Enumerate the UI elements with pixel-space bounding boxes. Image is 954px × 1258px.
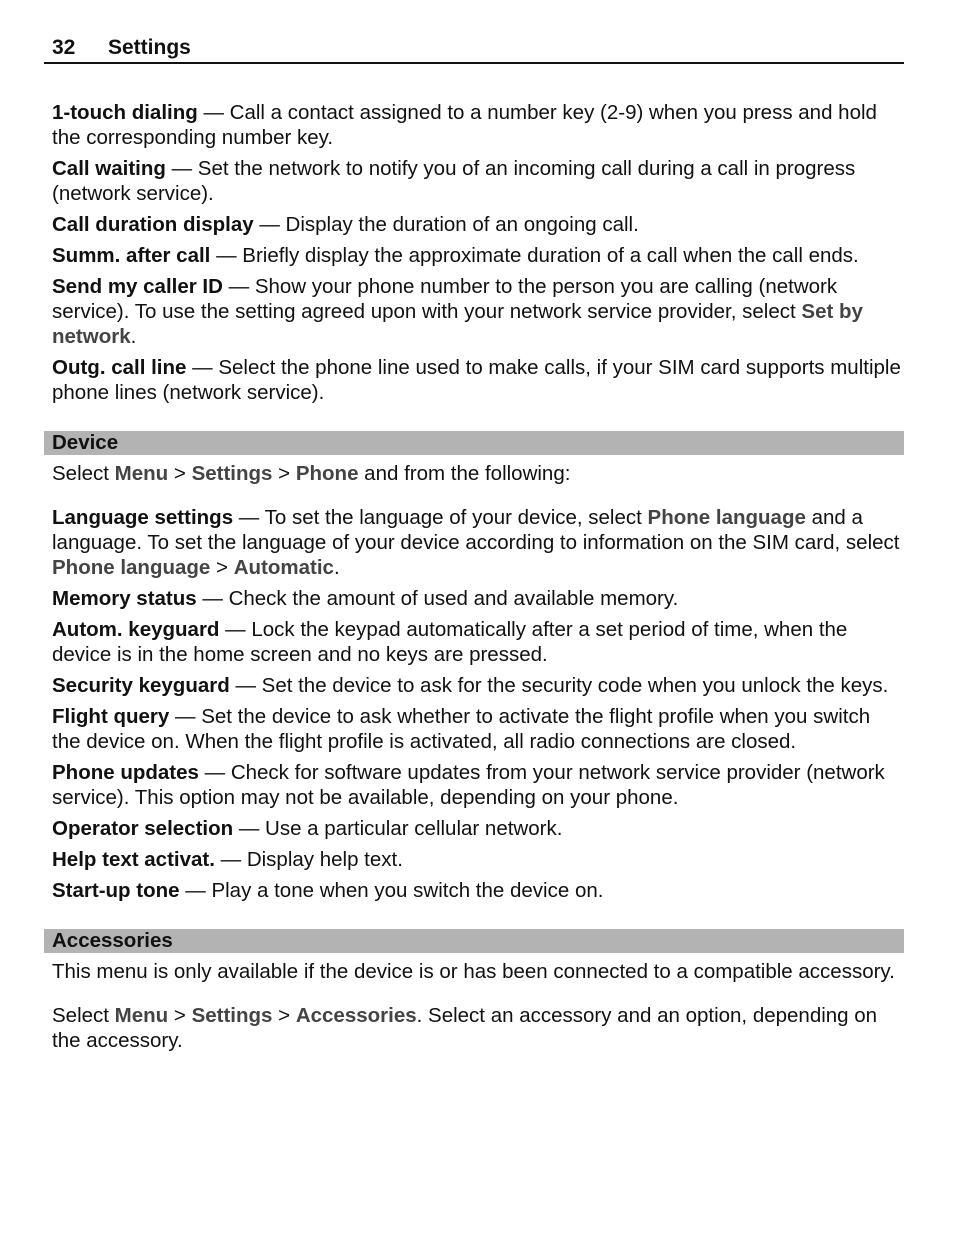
page-number: 32 <box>52 36 76 59</box>
definition-item <box>52 243 902 268</box>
definition-term: Memory status <box>52 587 197 610</box>
page-content <box>52 100 902 1072</box>
definition-item <box>52 847 902 872</box>
path-separator: > <box>272 462 296 485</box>
definition-term: Call duration display <box>52 213 254 236</box>
menu-option-ref: Automatic <box>233 556 334 579</box>
definition-term: Autom. keyguard <box>52 618 220 641</box>
definition-term: Send my caller ID <box>52 275 223 298</box>
definition-item <box>52 760 902 810</box>
definition-term: Security keyguard <box>52 674 230 697</box>
definition-text: — Play a tone when you switch the device on. <box>179 879 604 902</box>
device-intro <box>52 461 902 486</box>
definition-text: — Display help text. <box>214 848 403 871</box>
definition-term: Operator selection <box>52 817 234 840</box>
intro-rest: and from the following: <box>358 462 571 485</box>
definition-text: — Briefly display the approximate duration of a call when the call ends. <box>210 244 859 267</box>
definition-item <box>52 100 902 150</box>
instructions-rest: . Select an accessory and an option, depending on the accessory. <box>52 1004 878 1052</box>
definition-item <box>52 505 902 580</box>
definition-text-end: . <box>333 556 340 579</box>
definition-item <box>52 274 902 349</box>
definition-text-end: . <box>130 325 137 348</box>
definition-text: — Show your phone number to the person you are calling (network service). To use the setting agreed upon with your network service provider, select <box>52 275 838 323</box>
definition-item <box>52 355 902 405</box>
accessories-description: This menu is only available if the device is or has been connected to a compatible accessory. <box>52 960 895 983</box>
definition-text: — Check for software updates from your network service provider (network service). This option may not be available, depending on your phone. <box>52 761 885 809</box>
definition-item <box>52 617 902 667</box>
definition-text: — Display the duration of an ongoing call. <box>253 213 639 236</box>
definition-text: — Set the device to ask for the security code when you unlock the keys. <box>229 674 889 697</box>
definition-term: Flight query <box>52 705 170 728</box>
accessories-ref: Accessories <box>295 1004 417 1027</box>
definition-text: — Set the network to notify you of an incoming call during a call in progress (network service). <box>52 157 856 205</box>
menu-option-ref: Phone language <box>647 506 806 529</box>
definition-term: Summ. after call <box>52 244 211 267</box>
definition-text: — Use a particular cellular network. <box>233 817 563 840</box>
definition-term: Language settings <box>52 506 234 529</box>
definition-term: Outg. call line <box>52 356 187 379</box>
definition-item <box>52 816 902 841</box>
definition-item <box>52 673 902 698</box>
page-title: Settings <box>108 36 191 59</box>
definition-text: — Call a contact assigned to a number key (2-9) when you press and hold the corresponding number key. <box>52 101 877 149</box>
intro-text: Select <box>52 1004 115 1027</box>
definition-term: Help text activat. <box>52 848 215 871</box>
definition-text: — Lock the keypad automatically after a set period of time, when the device is in the home screen and no keys are pressed. <box>52 618 848 666</box>
definition-text: and a language. To set the language of your device according to information on the SIM card, select <box>52 506 900 554</box>
definition-term: Start-up tone <box>52 879 180 902</box>
settings-ref: Settings <box>191 1004 273 1027</box>
intro-text: Select <box>52 462 115 485</box>
definition-text: — Set the device to ask whether to activate the flight profile when you switch the device on. When the flight profile is activated, all radio connections are closed. <box>52 705 871 753</box>
page-header <box>44 34 904 64</box>
menu-ref: Menu <box>114 1004 169 1027</box>
definition-text: — To set the language of your device, select <box>233 506 648 529</box>
accessories-instructions <box>52 1003 902 1053</box>
definition-item <box>52 212 902 237</box>
definition-term: 1-touch dialing <box>52 101 198 124</box>
definition-term: Phone updates <box>52 761 199 784</box>
definition-text: — Check the amount of used and available memory. <box>196 587 679 610</box>
menu-option-ref: Set by network <box>52 300 863 348</box>
section-heading-device: Device <box>44 431 904 455</box>
path-separator: > <box>168 1004 192 1027</box>
definition-item <box>52 704 902 754</box>
path-separator: > <box>272 1004 296 1027</box>
settings-ref: Settings <box>191 462 273 485</box>
definition-item <box>52 156 902 206</box>
section-heading-accessories: Accessories <box>44 929 904 953</box>
definition-item <box>52 878 902 903</box>
path-separator: > <box>168 462 192 485</box>
menu-option-ref: Phone language <box>52 556 211 579</box>
menu-ref: Menu <box>114 462 169 485</box>
definition-text: — Select the phone line used to make calls, if your SIM card supports multiple phone lines (network service). <box>52 356 901 404</box>
phone-ref: Phone <box>295 462 359 485</box>
definition-term: Call waiting <box>52 157 166 180</box>
path-separator: > <box>210 556 234 579</box>
definition-item <box>52 586 902 611</box>
